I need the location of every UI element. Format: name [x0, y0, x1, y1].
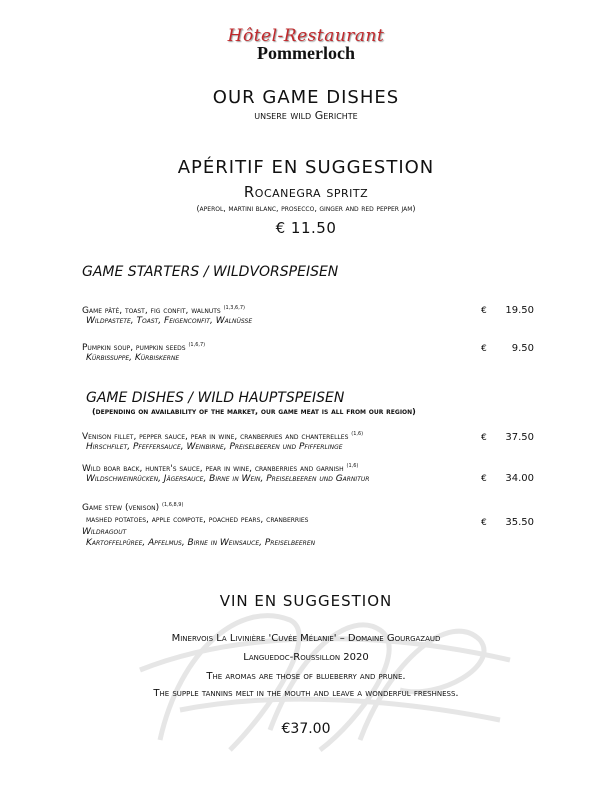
main-2-german: Wildschweinrücken, Jägersauce, Birne in Wein, Preiselbeeren und Garnitur — [86, 474, 370, 484]
main-2-name: Wild boar back, hunter's sauce, pear in wine, cranberries and garnish $^{(1,6)}$ — [82, 463, 359, 474]
main-1-german: Hirschfilet, Pfeffersauce, Weinbirne, Preiselbeeren und Pfifferlinge — [86, 442, 343, 452]
wine-name: Minervois La Livinière 'Cuvée Mélanie' – Domaine Gourgazaud — [171, 633, 441, 644]
wine-price: €37.00 — [281, 721, 331, 737]
main-3-german: Wildragout — [82, 527, 127, 537]
starters-title: GAME STARTERS / WILDVORSPEISEN — [82, 264, 339, 280]
logo-line2: Pommerloch — [257, 43, 355, 63]
page-subtitle: unsere wild Gerichte — [254, 109, 358, 122]
main-3-german-desc: Kartoffelpüree, Apfelmus, Birne in Weinsauce, Preiselbeeren — [86, 538, 316, 548]
wine-region: Languedoc-Roussillon 2020 — [243, 652, 369, 663]
main-1-price: 37.50 — [505, 432, 534, 443]
main-1-name: Venison fillet, pepper sauce, pear in wine, cranberries and chanterelles $^{(1,6)}$ — [82, 431, 364, 442]
mains-note: (depending on availability of the market, our game meat is all from our region) — [92, 407, 416, 416]
main-3-name: Game stew (venison) $^{(1,6,8,9)}$ — [82, 502, 184, 513]
main-2-currency: € — [481, 474, 487, 484]
wine-aroma: The aromas are those of blueberry and prune. — [206, 671, 406, 682]
starter-1-currency: € — [481, 306, 487, 316]
aperitif-name: Rocanegra spritz — [243, 183, 369, 201]
starter-1-german: Wildpastete, Toast, Feigenconfit, Walnüsse — [86, 316, 253, 326]
mains-title: GAME DISHES / WILD HAUPTSPEISEN — [86, 390, 345, 406]
starter-2-currency: € — [481, 344, 487, 354]
logo-line1: Hôtel-Restaurant — [227, 26, 385, 46]
main-3-price: 35.50 — [505, 517, 534, 528]
aperitif-description: (aperol, martini blanc, prosecco, ginger and red pepper jam) — [196, 204, 416, 213]
main-1-currency: € — [481, 433, 487, 443]
aperitif-title: APÉRITIF EN SUGGESTION — [177, 157, 435, 178]
main-3-description: mashed potatoes, apple compote, poached pears, cranberries — [86, 515, 309, 525]
aperitif-price: € 11.50 — [275, 219, 337, 237]
main-2-price: 34.00 — [505, 473, 534, 484]
starter-1-name: Game pâté, toast, fig confit, walnuts $^{(1,3,6,7)}$ — [82, 305, 245, 316]
starter-2-german: Kürbissuppe, Kürbiskerne — [86, 353, 180, 363]
starter-2-name: Pumpkin soup, pumpkin seeds $^{(1,6,7)}$ — [82, 342, 206, 353]
starter-2-price: 9.50 — [511, 343, 534, 354]
page-title: OUR GAME DISHES — [212, 87, 400, 108]
starter-1-price: 19.50 — [505, 305, 534, 316]
wine-tannins: The supple tannins melt in the mouth and leave a wonderful freshness. — [153, 688, 459, 699]
wine-title: VIN EN SUGGESTION — [219, 592, 393, 610]
main-3-currency: € — [481, 518, 487, 528]
